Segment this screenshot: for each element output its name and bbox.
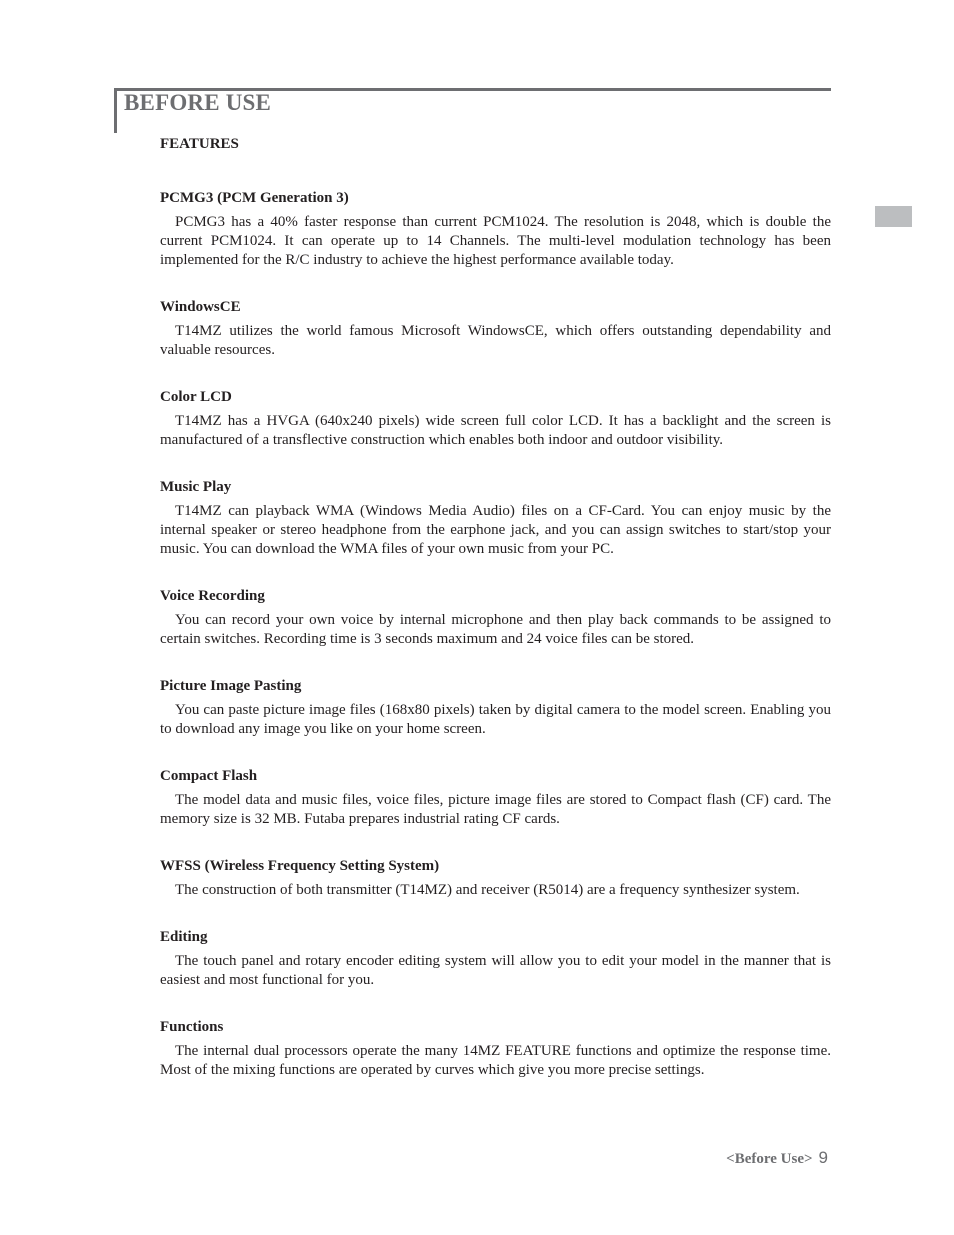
feature-title: Color LCD: [160, 389, 232, 405]
feature-item: [160, 857, 831, 900]
footer-section-label: <Before Use>: [726, 1151, 813, 1167]
feature-title: Functions: [160, 1019, 224, 1035]
feature-text: PCMG3 has a 40% faster response than current PCM1024. The resolution is 2048, which is double the current PCM1024. It can operate up to 14 Channels. The multi-level modulation technology has been implemented for the R/C industry to achieve the highest performance available today.: [160, 214, 831, 268]
feature-title: Compact Flash: [160, 768, 258, 784]
feature-title: PCMG3 (PCM Generation 3): [160, 190, 349, 206]
chapter-title: BEFORE USE: [124, 90, 272, 115]
feature-text: T14MZ can playback WMA (Windows Media Audio) files on a CF-Card. You can enjoy music by the internal speaker or stereo headphone from the earphone jack, and you can assign switches to start/stop your music. You can download the WMA files of your own music from your PC.: [160, 503, 831, 557]
feature-title: WindowsCE: [160, 299, 241, 315]
feature-item: [160, 478, 831, 559]
feature-title: Editing: [160, 929, 208, 945]
feature-title: WFSS (Wireless Frequency Setting System): [160, 858, 440, 874]
page-footer: [726, 1148, 828, 1168]
feature-item: [160, 189, 831, 270]
feature-title: Music Play: [160, 479, 232, 495]
feature-title: Voice Recording: [160, 588, 265, 604]
feature-text: T14MZ has a HVGA (640x240 pixels) wide screen full color LCD. It has a backlight and the screen is manufactured of a transflective construction which enables both indoor and outdoor visibility.: [160, 413, 831, 448]
feature-text: The touch panel and rotary encoder editing system will allow you to edit your model in the manner that is easiest and most functional for you.: [160, 953, 831, 988]
feature-item: [160, 767, 831, 829]
feature-text: The construction of both transmitter (T14MZ) and receiver (R5014) are a frequency synthesizer system.: [175, 882, 800, 898]
feature-text: T14MZ utilizes the world famous Microsoft WindowsCE, which offers outstanding dependability and valuable resources.: [160, 323, 831, 358]
feature-item: [160, 587, 831, 649]
page-number: 9: [818, 1148, 828, 1167]
section-title: FEATURES: [160, 136, 239, 152]
feature-list: [160, 189, 831, 1108]
chapter-thumb-tab: [875, 206, 912, 227]
feature-text: The internal dual processors operate the many 14MZ FEATURE functions and optimize the response time. Most of the mixing functions are operated by curves which give you more precise settings.: [160, 1043, 831, 1078]
feature-item: [160, 298, 831, 360]
feature-item: [160, 928, 831, 990]
feature-item: [160, 388, 831, 450]
feature-title: Picture Image Pasting: [160, 678, 302, 694]
feature-item: [160, 1018, 831, 1080]
header-side-rule: [114, 88, 117, 133]
feature-text: The model data and music files, voice files, picture image files are stored to Compact flash (CF) card. The memory size is 32 MB. Futaba prepares industrial rating CF cards.: [160, 792, 831, 827]
feature-item: [160, 677, 831, 739]
feature-text: You can record your own voice by internal microphone and then play back commands to be assigned to certain switches. Recording time is 3 seconds maximum and 24 voice files can be stored.: [160, 612, 831, 647]
feature-text: You can paste picture image files (168x80 pixels) taken by digital camera to the model screen. Enabling you to download any image you like on your home screen.: [160, 702, 831, 737]
